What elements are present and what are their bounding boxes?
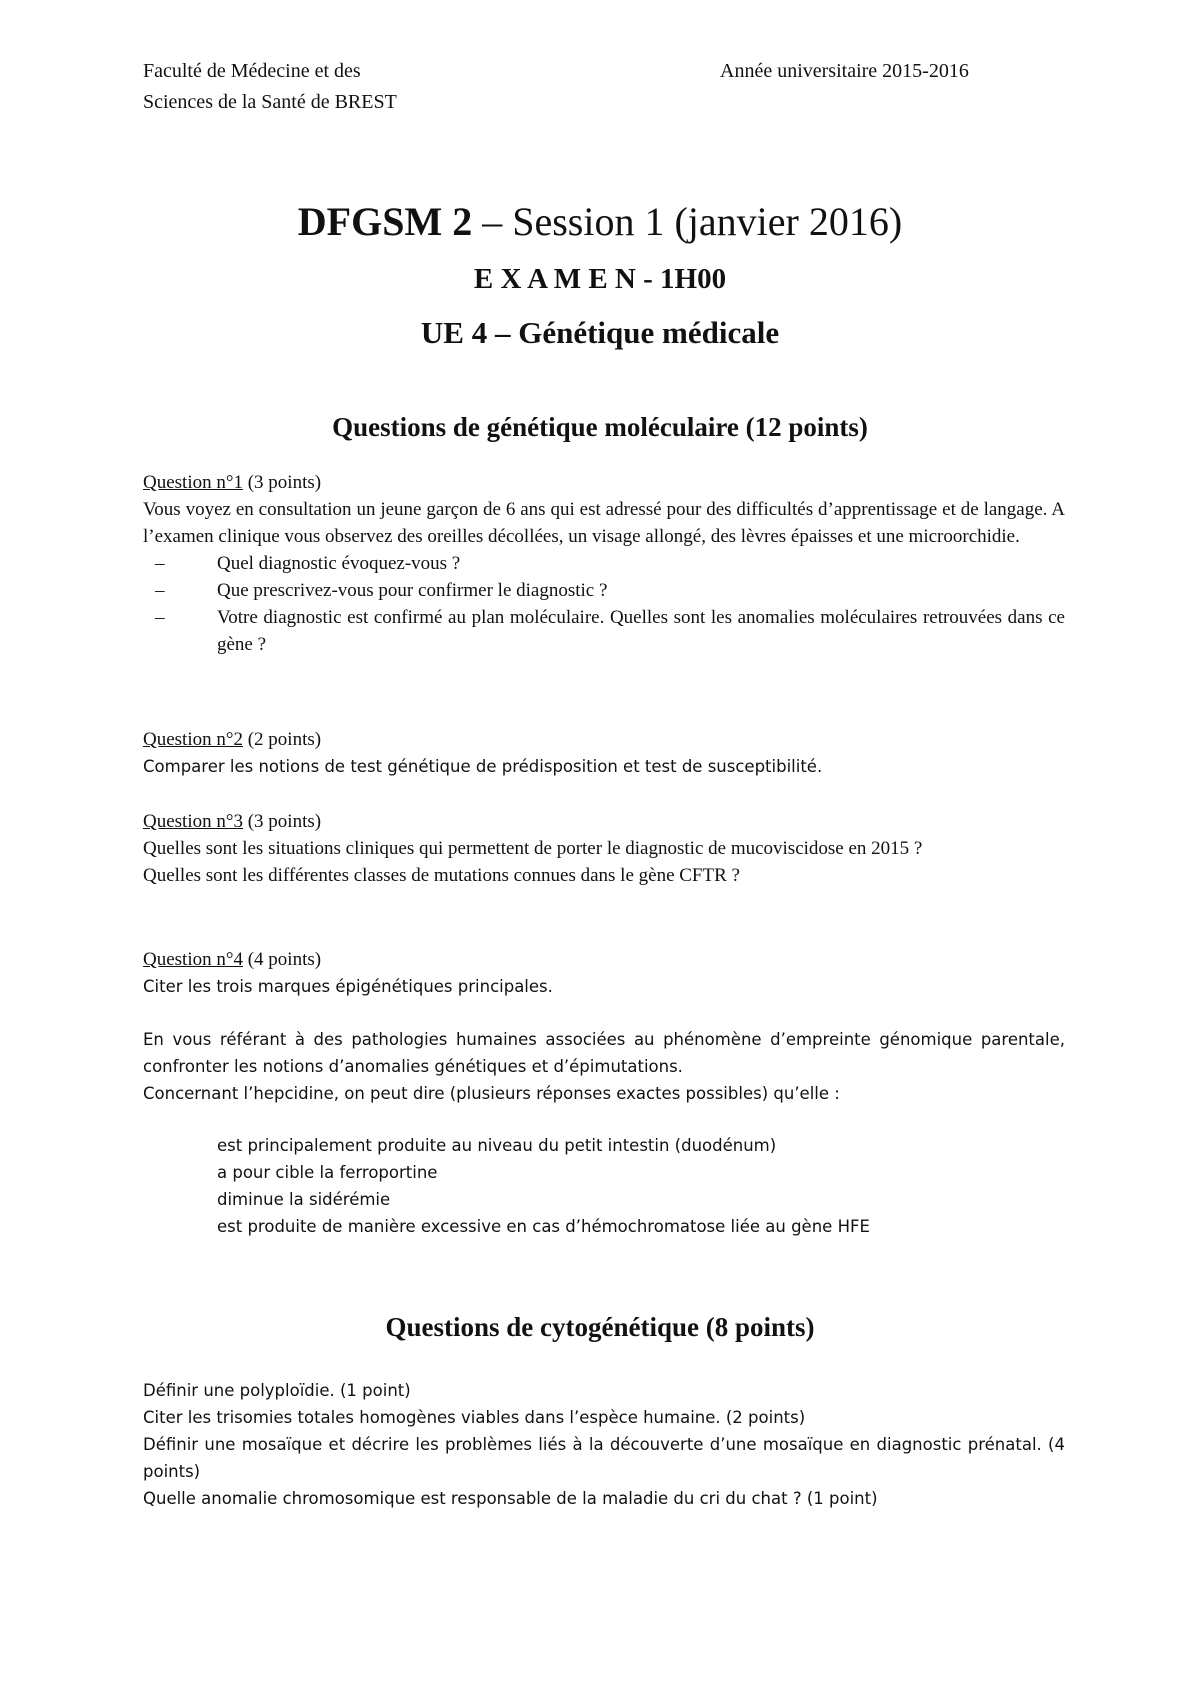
list-item: diminue la sidérémie — [217, 1190, 391, 1209]
cyto-line-1: Définir une polyploïdie. (1 point) — [143, 1381, 411, 1400]
question-4-points: (4 points) — [242, 949, 322, 970]
question-2-points: (2 points) — [242, 729, 322, 750]
question-3 — [143, 808, 1065, 889]
question-2-heading — [143, 726, 1065, 753]
program-name: DFGSM 2 — [297, 199, 473, 244]
question-3-points: (3 points) — [242, 811, 322, 832]
unit-title: UE 4 – Génétique médicale — [420, 315, 780, 350]
list-item — [143, 604, 1065, 658]
question-3-text-2: Quelles sont les différentes classes de mutations connues dans le gène CFTR ? — [143, 865, 740, 886]
bullet-text: Quel diagnostic évoquez-vous ? — [217, 553, 461, 574]
academic-year: Année universitaire 2015-2016 — [720, 60, 969, 82]
question-1-points: (3 points) — [242, 472, 322, 493]
list-item: a pour cible la ferroportine — [217, 1163, 438, 1182]
hepcidine-options — [143, 1132, 1065, 1240]
question-3-text-1: Quelles sont les situations cliniques qui permettent de porter le diagnostic de mucoviscidose en 2015 ? — [143, 838, 923, 859]
dash-bullet: – — [155, 553, 165, 574]
cyto-line-2: Citer les trisomies totales homogènes viables dans l’espèce humaine. (2 points) — [143, 1408, 806, 1427]
list-item — [143, 550, 1065, 577]
dash-bullet: – — [155, 580, 165, 601]
institution-line-2: Sciences de la Santé de BREST — [143, 91, 397, 113]
exam-title — [0, 198, 1200, 246]
question-1-text: Vous voyez en consultation un jeune garçon de 6 ans qui est adressé pour des difficultés d’apprentissage et de langage. A l’examen clinique vous observez des oreilles décollées, un visage allongé, des lèvres épaisses et une microorchidie. — [143, 499, 1065, 547]
question-1-bullets — [143, 550, 1065, 658]
exam-duration: E X A M E N - 1H00 — [473, 263, 727, 295]
question-4-label: Question n°4 — [143, 949, 243, 970]
cyto-line-4: Quelle anomalie chromosomique est responsable de la maladie du cri du chat ? (1 point) — [143, 1489, 878, 1508]
question-3-heading — [143, 808, 1065, 835]
session-label: – Session 1 (janvier 2016) — [472, 199, 903, 244]
question-2-label: Question n°2 — [143, 729, 243, 750]
bullet-text: Votre diagnostic est confirmé au plan moléculaire. Quelles sont les anomalies moléculaires retrouvées dans ce gène ? — [217, 607, 1065, 655]
question-1 — [143, 469, 1065, 658]
list-item: est principalement produite au niveau du petit intestin (duodénum) — [217, 1136, 777, 1155]
institution-line-1: Faculté de Médecine et des — [143, 60, 361, 82]
institution-header — [143, 56, 397, 118]
question-4-text-3: Concernant l’hepcidine, on peut dire (plusieurs réponses exactes possibles) qu’elle : — [143, 1084, 840, 1103]
list-item — [143, 577, 1065, 604]
question-1-heading — [143, 469, 1065, 496]
question-1-label: Question n°1 — [143, 472, 243, 493]
question-4-text-2: En vous référant à des pathologies humaines associées au phénomène d’empreinte génomique parentale, confronter les notions d’anomalies génétiques et d’épimutations. — [143, 1030, 1065, 1076]
section-heading-molecular: Questions de génétique moléculaire (12 points) — [332, 412, 868, 442]
question-2 — [143, 726, 1065, 780]
question-4 — [143, 946, 1065, 1000]
question-4-text-1: Citer les trois marques épigénétiques principales. — [143, 977, 553, 996]
list-item: est produite de manière excessive en cas d’hémochromatose liée au gène HFE — [217, 1217, 870, 1236]
question-4-heading — [143, 946, 1065, 973]
question-3-label: Question n°3 — [143, 811, 243, 832]
question-4-part-2 — [143, 1026, 1065, 1107]
section-heading-cyto: Questions de cytogénétique (8 points) — [385, 1312, 815, 1342]
cyto-questions — [143, 1377, 1065, 1512]
question-2-text: Comparer les notions de test génétique de prédisposition et test de susceptibilité. — [143, 757, 823, 776]
dash-bullet: – — [155, 607, 165, 628]
options-list — [143, 1132, 1065, 1240]
bullet-text: Que prescrivez-vous pour confirmer le diagnostic ? — [217, 580, 608, 601]
cyto-line-3: Définir une mosaïque et décrire les problèmes liés à la découverte d’une mosaïque en diagnostic prénatal. (4 points) — [143, 1435, 1065, 1481]
